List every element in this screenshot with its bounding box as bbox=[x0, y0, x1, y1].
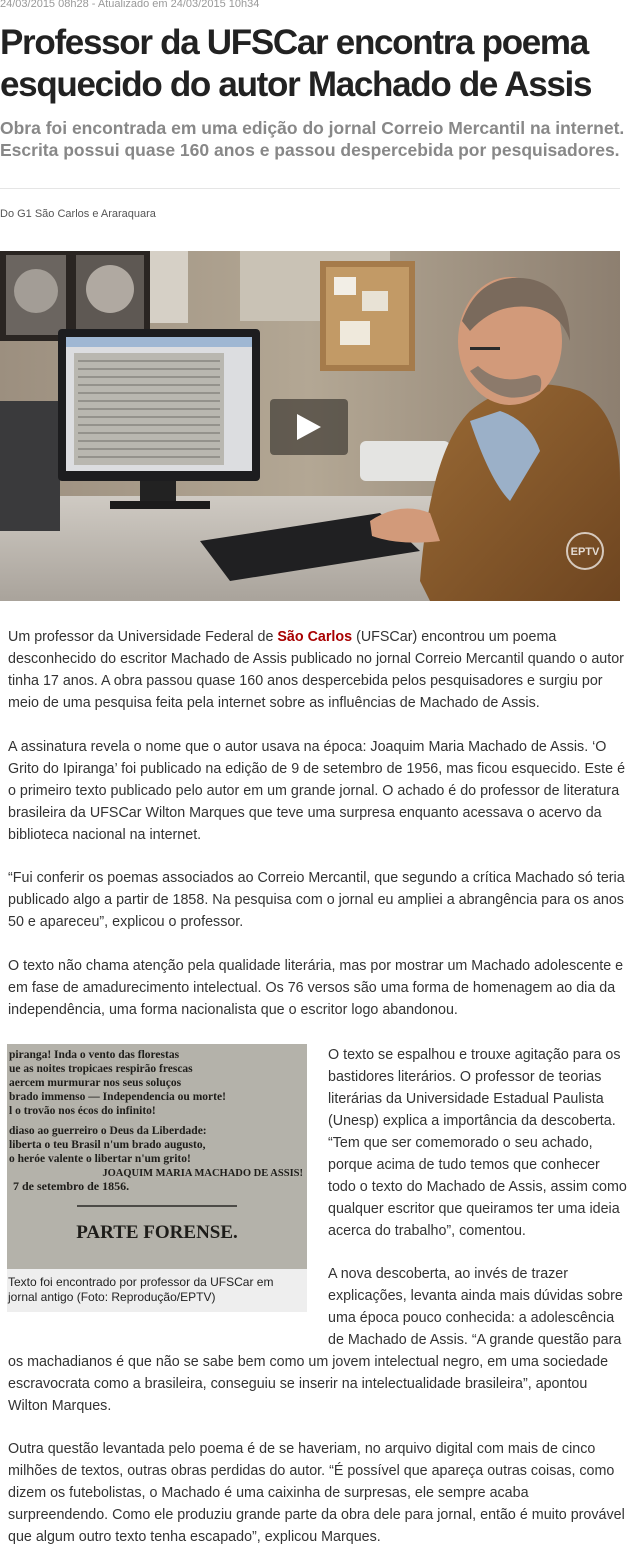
paragraph-1-start: Um professor da Universidade Federal de bbox=[8, 629, 278, 645]
paragraph-1 bbox=[8, 626, 627, 714]
eptv-watermark: EPTV bbox=[570, 546, 600, 558]
article-title: Professor da UFSCar encontra poema esquecido do autor Machado de Assis bbox=[0, 23, 592, 104]
newspaper-photo bbox=[7, 1044, 307, 1312]
play-icon bbox=[297, 414, 321, 440]
newspaper-line: brado immenso — Independencia ou morte! bbox=[9, 1091, 226, 1103]
newspaper-date: 7 de setembro de 1856. bbox=[13, 1179, 130, 1193]
newspaper-line: l o trovão nos écos do infinito! bbox=[9, 1105, 156, 1117]
newspaper-line: ue as noites tropicaes respirão frescas bbox=[9, 1063, 193, 1075]
paragraph-4: O texto não chama atenção pela qualidade literária, mas por mostrar um Machado adolescente e em fase de amadurecimento intelectual. Os 76 versos são uma forma de homenagem ao dia da independência, uma forma nacionalista que o escritor logo abandonou. bbox=[8, 958, 624, 1018]
photo-caption: Texto foi encontrado por professor da UFSCar em jornal antigo (Foto: Reprodução/EPTV) bbox=[8, 1275, 274, 1304]
paragraph-5: O texto se espalhou e trouxe agitação para os bastidores literários. O professor de teorias literárias da Universidade Estadual Paulista (Unesp) explica a importância da descoberta. “Tem que ser comemorado o seu achado, porque acima de tudo temos que conhecer todo o texto do Machado de Assis, assim como qualquer escritor que queiramos ter uma ideia acerca do trabalho”, comentou. bbox=[328, 1047, 627, 1239]
sao-carlos-link[interactable]: São Carlos bbox=[277, 629, 353, 645]
newspaper-line: diaso ao guerreiro o Deus da Liberdade: bbox=[9, 1125, 207, 1137]
newspaper-line: o heróe valente o libertar n'um grito! bbox=[9, 1153, 191, 1165]
paragraph-6-end: os machadianos é que não se sabe bem como um jovem intelectual negro, em uma sociedade escravocrata como a brasileira, conseguiu se inserir na intelectualidade brasileira”, apontou Wilton Marques. bbox=[8, 1354, 609, 1414]
newspaper-section: PARTE FORENSE. bbox=[76, 1222, 238, 1243]
paragraph-7: Outra questão levantada pelo poema é de se haveriam, no arquivo digital com mais de cinco milhões de textos, outras obras perdidas do autor. “É possível que apareça outras coisas, como dizem os futebolistas, o Machado é uma caixinha de surpresas, ele sempre acaba surpreendendo. Como ele produziu grande parte da obra dele para jornal, então é muito provável que algum outro texto tenha escapado”, explicou Marques. bbox=[8, 1441, 625, 1545]
newspaper-line: piranga! Inda o vento das florestas bbox=[9, 1049, 180, 1061]
paragraph-3: “Fui conferir os poemas associados ao Correio Mercantil, que segundo a crítica Machado só teria publicado algo a partir de 1858. Na pesquisa com o jornal eu ampliei a abrangência para os anos 50 e apareceu”, explicou o professor. bbox=[8, 870, 625, 930]
newspaper-image bbox=[7, 1044, 307, 1269]
paragraph-2: A assinatura revela o nome que o autor usava na época: Joaquim Maria Machado de Assis. ‘O Grito do Ipiranga’ foi publicado na edição de 9 de setembro de 1956, mas ficou esquecido. Este é o primeiro texto publicado pelo autor em um grande jornal. O achado é do professor de literatura brasileira da UFSCar Wilton Marques que teve uma surpresa enquanto acessava o acervo da biblioteca nacional na internet. bbox=[8, 739, 626, 843]
paragraph-6-start: A nova descoberta, ao invés de trazer explicações, levanta ainda mais dúvidas sobre uma época pouco conhecida: a adolescência de Machado de Assis. “A grande questão para bbox=[328, 1266, 623, 1348]
header-divider bbox=[0, 188, 620, 189]
newspaper-line: liberta o teu Brasil n'um brado augusto, bbox=[9, 1139, 206, 1151]
play-button[interactable] bbox=[270, 399, 348, 455]
article-source: Do G1 São Carlos e Araraquara bbox=[0, 208, 156, 220]
newspaper-signature: JOAQUIM MARIA MACHADO DE ASSIS! bbox=[102, 1168, 303, 1179]
newspaper-line: aercem murmurar nos seus soluços bbox=[9, 1077, 182, 1089]
video-player[interactable] bbox=[0, 251, 620, 601]
article-subtitle: Obra foi encontrada em uma edição do jornal Correio Mercantil na internet. Escrita possui quase 160 anos e passou despercebida por pesquisadores. bbox=[0, 118, 625, 160]
article-timestamp: 24/03/2015 08h28 - Atualizado em 24/03/2015 10h34 bbox=[0, 0, 260, 10]
paragraph-1-end: (UFSCar) encontrou um poema desconhecido do escritor Machado de Assis publicado no jornal Correio Mercantil quando o autor tinha 17 anos. A obra passou quase 160 anos despercebida pelos pesquisadores e surgiu por meio de uma pesquisa feita pela internet sobre as influências de Machado de Assis. bbox=[8, 629, 624, 711]
